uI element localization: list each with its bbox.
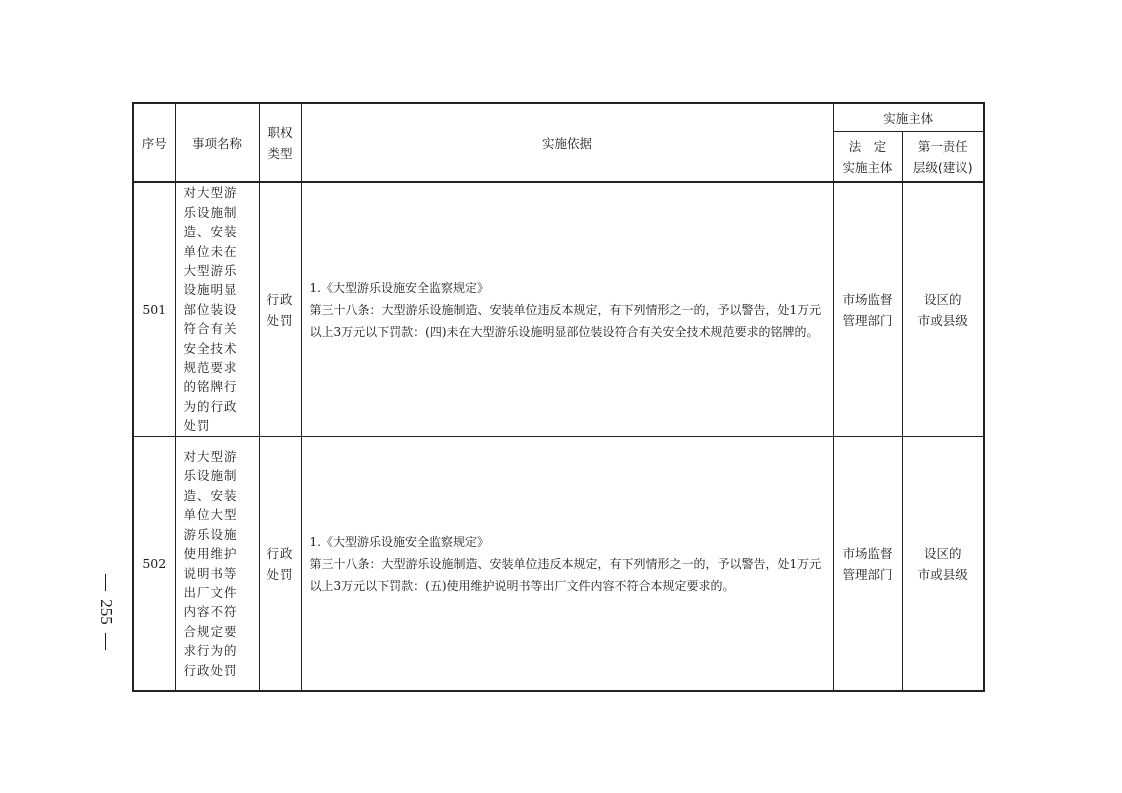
row-power-type-line1: 行政 [266, 545, 294, 561]
row-legal-subject-line2: 管理部门 [842, 312, 893, 328]
row-first-resp-line1: 设区的 [924, 545, 962, 561]
header-first-resp-line2: 层级(建议) [912, 159, 973, 175]
row-item-name: 对大型游乐设施制造、安装单位大型游乐设施使用维护说明书等出厂文件内容不符合规定要求行为的行政处罚 [175, 437, 259, 692]
row-legal-subject [833, 182, 902, 437]
page-number-dash-right [106, 633, 107, 650]
row-basis-text: 第三十八条：大型游乐设施制造、安装单位违反本规定，有下列情形之一的，予以警告，处1万元以上3万元以下罚款：(四)未在大型游乐设施明显部位装设符合有关安全技术规范要求的铭牌的。 [309, 302, 822, 339]
row-first-resp-line2: 市或县级 [917, 566, 968, 582]
row-seq: 501 [133, 182, 175, 437]
header-item-name: 事项名称 [175, 103, 259, 182]
row-first-responsibility [902, 437, 984, 692]
row-power-type-line1: 行政 [266, 291, 294, 307]
page-number [92, 574, 120, 650]
row-power-type [259, 437, 301, 692]
row-first-responsibility [902, 182, 984, 437]
row-power-type-line2: 处罚 [266, 566, 294, 582]
row-basis [301, 437, 833, 692]
row-basis-text: 第三十八条：大型游乐设施制造、安装单位违反本规定，有下列情形之一的，予以警告，处1万元以上3万元以下罚款：(五)使用维护说明书等出厂文件内容不符合本规定要求的。 [309, 556, 822, 593]
row-basis-title: 1.《大型游乐设施安全监察规定》 [309, 534, 489, 549]
row-power-type [259, 182, 301, 437]
header-power-type-line2: 类型 [267, 145, 293, 161]
enforcement-items-table [132, 102, 985, 692]
row-basis-title: 1.《大型游乐设施安全监察规定》 [309, 280, 489, 295]
row-legal-subject [833, 437, 902, 692]
header-power-type-line1: 职权 [267, 124, 293, 140]
row-legal-subject-line1: 市场监督 [842, 291, 893, 307]
header-basis: 实施依据 [301, 103, 833, 182]
row-first-resp-line1: 设区的 [924, 291, 962, 307]
header-first-resp-line1: 第一责任 [917, 138, 968, 154]
header-legal-subject [833, 132, 902, 183]
header-seq: 序号 [133, 103, 175, 182]
table-row [133, 182, 984, 437]
row-first-resp-line2: 市或县级 [917, 312, 968, 328]
table-row [133, 437, 984, 692]
row-legal-subject-line2: 管理部门 [842, 566, 893, 582]
row-seq: 502 [133, 437, 175, 692]
row-basis [301, 182, 833, 437]
header-legal-subject-line1: 法 定 [848, 138, 887, 154]
header-subject-group: 实施主体 [833, 103, 984, 132]
row-item-name: 对大型游乐设施制造、安装单位未在大型游乐设施明显部位装设符合有关安全技术规范要求的铭牌行为的行政处罚 [175, 182, 259, 437]
header-first-responsibility [902, 132, 984, 183]
page-number-text: 255 [97, 599, 116, 625]
header-legal-subject-line2: 实施主体 [842, 159, 893, 175]
row-legal-subject-line1: 市场监督 [842, 545, 893, 561]
page-number-dash-left [106, 574, 107, 591]
header-power-type [259, 103, 301, 182]
row-power-type-line2: 处罚 [266, 312, 294, 328]
